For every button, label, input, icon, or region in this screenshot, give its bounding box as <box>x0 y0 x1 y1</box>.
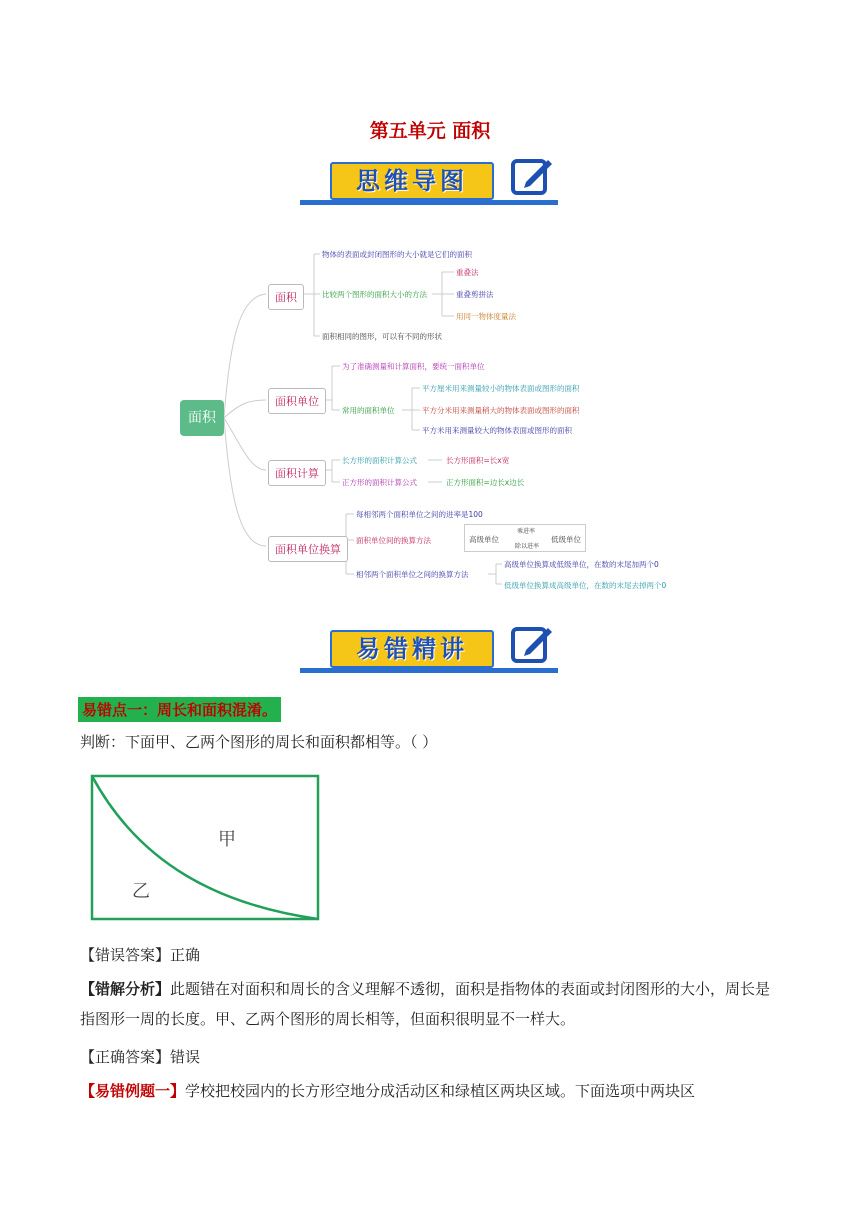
leaf: 常用的面积单位 <box>342 406 395 415</box>
page-title: 第五单元 面积 <box>369 120 491 142</box>
leaf: 平方分米用来测量稍大的物体表面或图形的面积 <box>422 406 580 415</box>
question-text: 判断：下面甲、乙两个图形的周长和面积都相等。（ ） <box>80 733 438 751</box>
branch-area-calc: 面积计算 <box>268 460 326 486</box>
example-one <box>80 1076 780 1106</box>
leaf: 面积相同的图形，可以有不同的形状 <box>322 332 442 341</box>
leaf: 长方形的面积计算公式 <box>342 456 417 465</box>
example-tag: 【易错例题一】 <box>80 1082 186 1100</box>
rectangle-figure <box>80 765 330 925</box>
leaf: 高级单位 <box>469 535 499 544</box>
edit-icon <box>510 156 554 196</box>
banner-bar <box>300 668 558 673</box>
leaf: 重叠剪拼法 <box>456 290 494 299</box>
leaf: 面积单位间的换算方法 <box>356 536 431 545</box>
example-text: 学校把校园内的长方形空地分成活动区和绿植区两块区域。下面选项中两块区 <box>185 1082 696 1100</box>
leaf: 乘进率 <box>517 528 536 535</box>
mind-map <box>170 238 690 598</box>
leaf: 低级单位换算成高级单位，在数的末尾去掉两个0 <box>504 581 667 590</box>
section-heading: 易错点一：周长和面积混淆。 <box>78 697 281 722</box>
leaf: 为了准确测量和计算面积，要统一面积单位 <box>342 362 485 371</box>
banner-bar <box>300 200 558 205</box>
leaf: 平方厘米用来测量较小的物体表面或图形的面积 <box>422 384 580 393</box>
leaf: 物体的表面或封闭图形的大小就是它们的面积 <box>322 250 472 259</box>
banner-label: 易错精讲 <box>330 630 494 668</box>
label-yi: 乙 <box>132 881 150 902</box>
correct-answer <box>80 1042 780 1072</box>
branch-unit-conversion: 面积单位换算 <box>268 536 348 562</box>
edit-icon <box>510 624 554 664</box>
analysis <box>80 974 780 1034</box>
banner-label: 思维导图 <box>330 162 494 200</box>
leaf: 低级单位 <box>551 535 581 544</box>
wrong-answer-tag: 【错误答案】 <box>80 946 171 964</box>
leaf: 正方形面积=边长x边长 <box>446 478 525 487</box>
analysis-text: 此题错在对面积和周长的含义理解不透彻，面积是指物体的表面或封闭图形的大小，周长是指图形一周的长度。甲、乙两个图形的周长相等，但面积很明显不一样大。 <box>80 980 771 1028</box>
correct-value: 错误 <box>170 1048 201 1066</box>
leaf: 比较两个图形的面积大小的方法 <box>322 290 427 299</box>
label-jia: 甲 <box>218 829 236 850</box>
conversion-box <box>464 524 586 552</box>
analysis-tag: 【错解分析】 <box>80 980 171 998</box>
branch-area: 面积 <box>268 284 304 310</box>
branch-area-unit: 面积单位 <box>268 388 326 414</box>
leaf: 相邻两个面积单位之间的换算方法 <box>356 570 469 579</box>
wrong-answer <box>80 940 780 970</box>
leaf: 用同一物体度量法 <box>456 312 516 321</box>
leaf: 重叠法 <box>456 268 479 277</box>
mistakes-banner <box>300 624 558 682</box>
mindmap-root: 面积 <box>180 400 224 436</box>
mindmap-banner <box>300 156 558 214</box>
leaf: 长方形面积=长x宽 <box>446 456 510 465</box>
leaf: 平方米用来测量较大的物体表面或图形的面积 <box>422 426 572 435</box>
leaf: 每相邻两个面积单位之间的进率是100 <box>356 510 483 519</box>
leaf: 正方形的面积计算公式 <box>342 478 417 487</box>
leaf: 高级单位换算成低级单位，在数的末尾加两个0 <box>504 560 659 569</box>
wrong-answer-value: 正确 <box>170 946 201 964</box>
leaf: 除以进率 <box>515 543 540 550</box>
correct-tag: 【正确答案】 <box>80 1048 171 1066</box>
